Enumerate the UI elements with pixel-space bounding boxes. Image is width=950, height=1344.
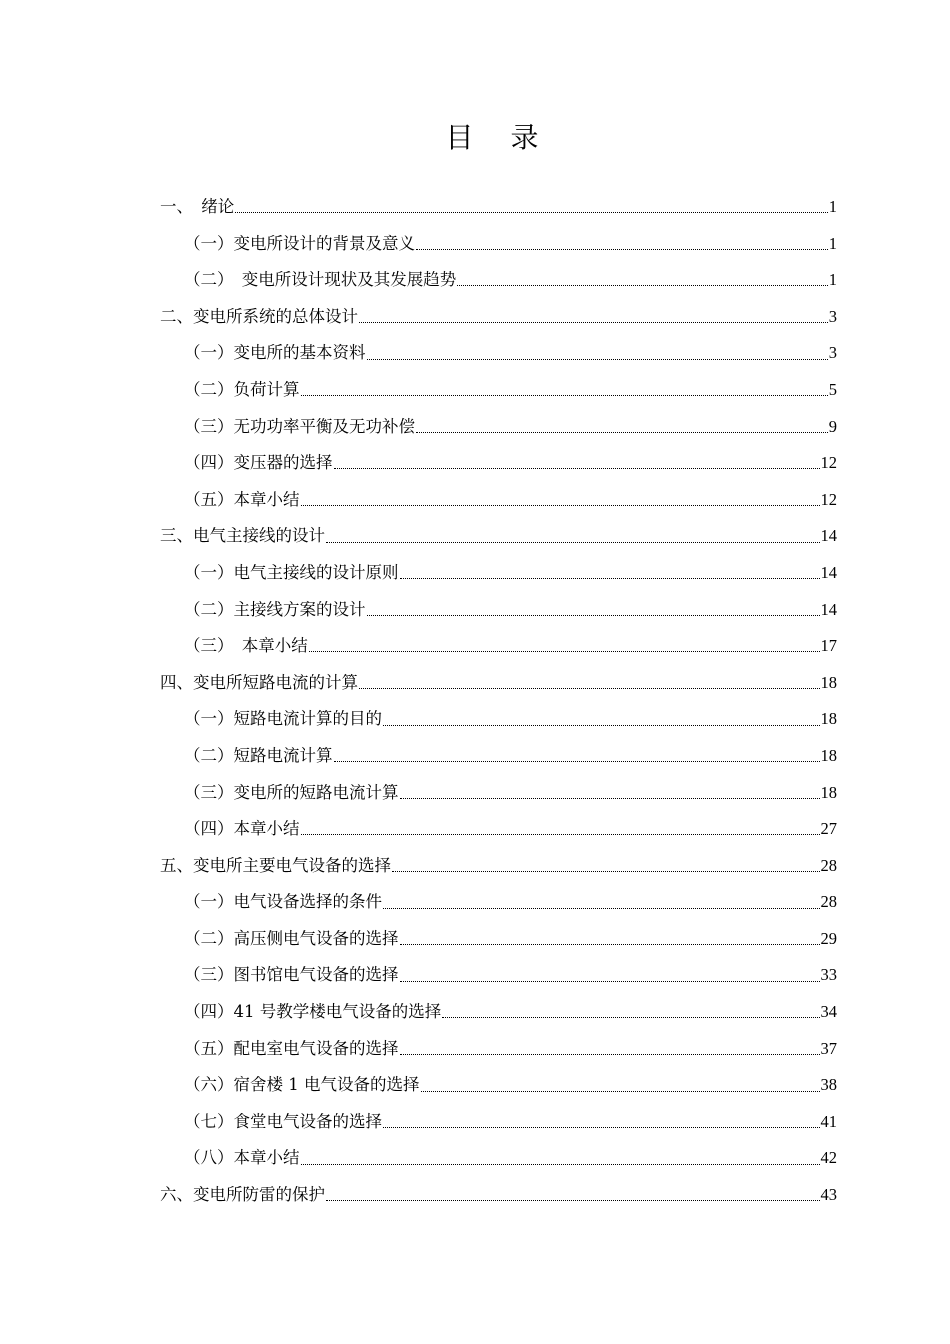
toc-section-entry[interactable] [160,482,837,519]
dot-leader [457,270,828,290]
dot-leader [359,673,820,693]
toc-entry-label: （一）短路电流计算的目的 [184,709,382,729]
toc-section-entry[interactable] [160,994,837,1031]
dot-leader [334,746,820,766]
dot-leader [326,1185,820,1205]
toc-entry-label: （七）食堂电气设备的选择 [184,1111,382,1131]
toc-page-number: 28 [820,892,837,912]
toc-page-number: 18 [820,782,837,802]
toc-entry-label: （一）变电所设计的背景及意义 [184,233,415,253]
toc-section-entry[interactable] [160,445,837,482]
table-of-contents [160,189,837,1214]
toc-entry-label: （二）主接线方案的设计 [184,599,366,619]
toc-section-entry[interactable] [160,555,837,592]
toc-section-entry[interactable] [160,775,837,812]
toc-page-number: 3 [828,306,837,326]
toc-chapter-entry[interactable] [160,189,837,226]
toc-entry-label: （三）无功功率平衡及无功补偿 [184,416,415,436]
dot-leader [367,344,828,364]
toc-section-entry[interactable] [160,372,837,409]
toc-section-entry[interactable] [160,409,837,446]
toc-entry-label: （二）短路电流计算 [184,745,333,765]
toc-section-entry[interactable] [160,811,837,848]
toc-entry-label: （三）变电所的短路电流计算 [184,782,399,802]
dot-leader [400,1039,820,1059]
toc-page-number: 14 [820,562,837,582]
toc-page-number: 1 [828,270,837,290]
toc-page-number: 29 [820,928,837,948]
dot-leader [400,783,820,803]
toc-entry-label: （二）负荷计算 [184,379,300,399]
dot-leader [334,453,820,473]
toc-entry-label: （三）图书馆电气设备的选择 [184,965,399,985]
dot-leader [301,380,828,400]
dot-leader [301,1149,820,1169]
toc-section-entry[interactable] [160,1140,837,1177]
toc-page-number: 33 [820,965,837,985]
toc-page-number: 12 [820,489,837,509]
toc-entry-label: （一）电气主接线的设计原则 [184,562,399,582]
toc-entry-label: 五、变电所主要电气设备的选择 [160,855,391,875]
toc-entry-label: （三） 本章小结 [184,636,308,656]
toc-page-number: 9 [828,416,837,436]
toc-entry-label: （四）41 号教学楼电气设备的选择 [184,1002,442,1022]
toc-entry-label: （一）变电所的基本资料 [184,343,366,363]
dot-leader [442,1002,819,1022]
toc-section-entry[interactable] [160,592,837,629]
toc-entry-label: 六、变电所防雷的保护 [160,1185,325,1205]
toc-chapter-entry[interactable] [160,518,837,555]
toc-entry-label: （五）本章小结 [184,489,300,509]
toc-chapter-entry[interactable] [160,1177,837,1214]
toc-entry-label: （八）本章小结 [184,1148,300,1168]
dot-leader [359,307,828,327]
toc-chapter-entry[interactable] [160,299,837,336]
dot-leader [309,636,820,656]
toc-page-number: 18 [820,745,837,765]
toc-entry-label: （二）高压侧电气设备的选择 [184,928,399,948]
toc-page-number: 37 [820,1038,837,1058]
dot-leader [400,563,820,583]
toc-entry-label: （四）本章小结 [184,819,300,839]
dot-leader [383,710,820,730]
dot-leader [416,417,828,437]
dot-leader [400,929,820,949]
toc-page-number: 34 [820,1002,837,1022]
dot-leader [301,819,820,839]
dot-leader [235,197,828,217]
toc-section-entry[interactable] [160,701,837,738]
toc-page-number: 38 [820,1075,837,1095]
dot-leader [301,490,820,510]
toc-entry-label: （五）配电室电气设备的选择 [184,1038,399,1058]
dot-leader [383,1112,820,1132]
toc-entry-label: 一、 绪论 [160,197,235,216]
toc-page-number: 14 [820,599,837,619]
toc-page-number: 5 [828,379,837,399]
toc-chapter-entry[interactable] [160,665,837,702]
toc-entry-label: （四）变压器的选择 [184,453,333,473]
toc-entry-label: 四、变电所短路电流的计算 [160,672,358,692]
dot-leader [416,234,828,254]
toc-section-entry[interactable] [160,226,837,263]
toc-page-number: 27 [820,819,837,839]
toc-page-number: 3 [828,343,837,363]
dot-leader [367,600,820,620]
toc-entry-label: 二、变电所系统的总体设计 [160,306,358,326]
toc-chapter-entry[interactable] [160,848,837,885]
toc-page-number: 18 [820,672,837,692]
toc-section-entry[interactable] [160,628,837,665]
toc-section-entry[interactable] [160,1067,837,1104]
dot-leader [421,1076,820,1096]
toc-page-number: 28 [820,855,837,875]
toc-entry-label: （一）电气设备选择的条件 [184,892,382,912]
dot-leader [326,527,820,547]
toc-page-number: 41 [820,1111,837,1131]
toc-page-number: 17 [820,636,837,656]
toc-section-entry[interactable] [160,738,837,775]
toc-page-number: 43 [820,1185,837,1205]
toc-section-entry[interactable] [160,957,837,994]
dot-leader [383,893,820,913]
toc-entry-label: （二） 变电所设计现状及其发展趋势 [184,270,457,290]
toc-page-number: 18 [820,709,837,729]
dot-leader [392,856,820,876]
toc-page-number: 42 [820,1148,837,1168]
toc-entry-label: （六）宿舍楼 1 电气设备的选择 [184,1075,420,1095]
toc-section-entry[interactable] [160,335,837,372]
toc-section-entry[interactable] [160,262,837,299]
toc-page-number: 1 [828,233,837,253]
toc-entry-label: 三、电气主接线的设计 [160,526,325,546]
toc-section-entry[interactable] [160,1031,837,1068]
toc-section-entry[interactable] [160,1104,837,1141]
toc-page-number: 12 [820,453,837,473]
dot-leader [400,966,820,986]
toc-section-entry[interactable] [160,884,837,921]
toc-section-entry[interactable] [160,921,837,958]
toc-page-number: 1 [828,197,837,216]
page-title: 目 录 [445,121,553,154]
toc-page-number: 14 [820,526,837,546]
